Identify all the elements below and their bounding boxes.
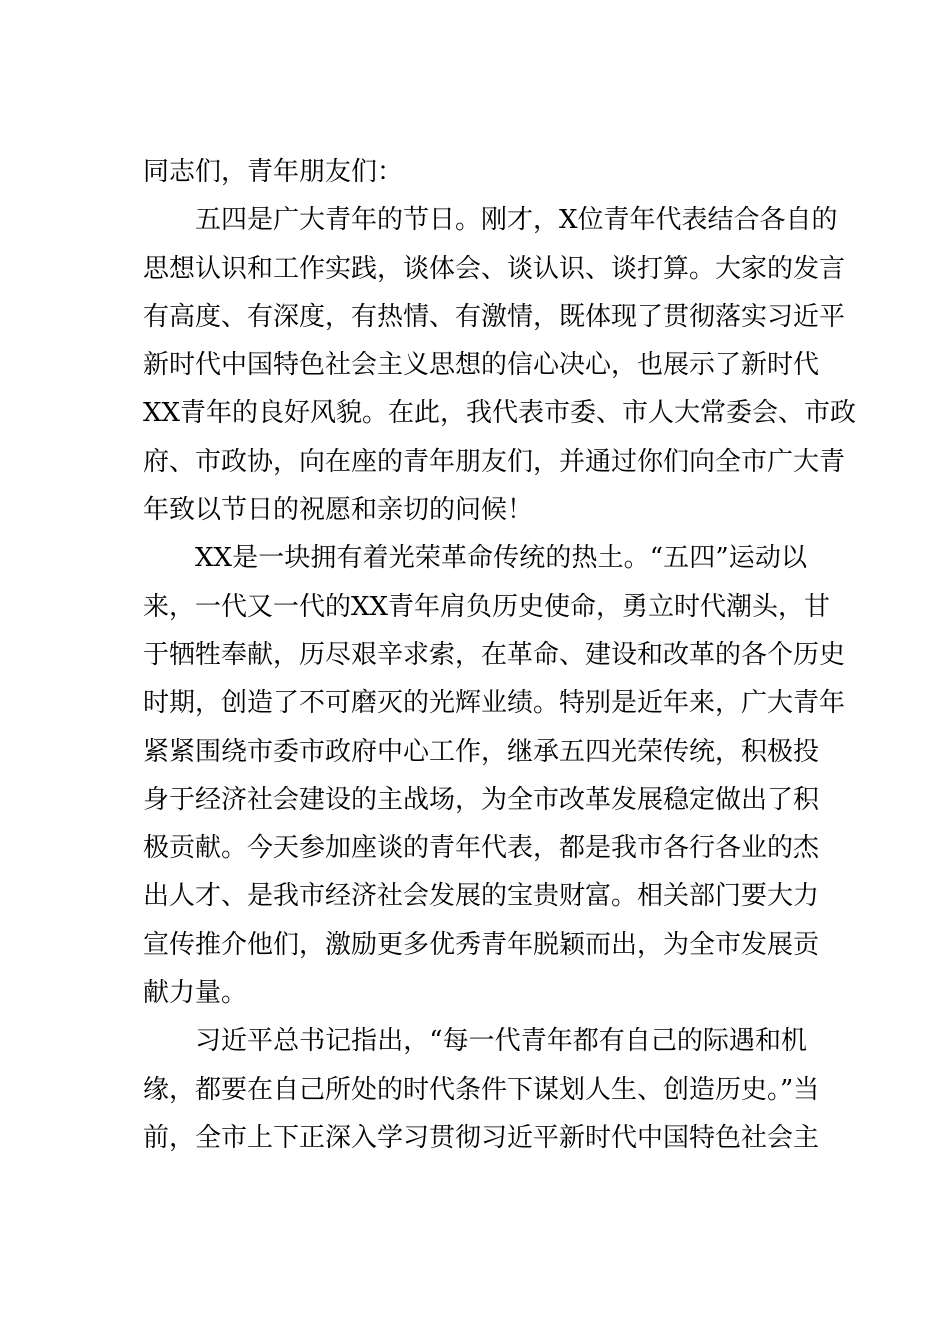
paragraph-1-line: 府、市政协，向在座的青年朋友们，并通过你们向全市广大青 <box>143 446 846 477</box>
paragraph-1-line: 新时代中国特色社会主义思想的信心决心，也展示了新时代 <box>143 350 820 381</box>
paragraph-2-line: 出人才、是我市经济社会发展的宝贵财富。相关部门要大力 <box>143 881 820 912</box>
paragraph-3-line: 前，全市上下正深入学习贯彻习近平新时代中国特色社会主 <box>143 1122 820 1153</box>
paragraph-1-line: 思想认识和工作实践，谈体会、谈认识、谈打算。大家的发言 <box>143 253 846 284</box>
paragraph-2-line: 极贡献。今天参加座谈的青年代表，都是我市各行各业的杰 <box>143 833 820 864</box>
paragraph-2-line: XX是一块拥有着光荣革命传统的热土。“五四”运动以 <box>195 543 807 574</box>
greeting: 同志们，青年朋友们： <box>143 157 404 187</box>
paragraph-1-line: 年致以节日的祝愿和亲切的问候！ <box>143 495 534 526</box>
paragraph-1-line: 五四是广大青年的节日。刚才，X位青年代表结合各自的 <box>195 205 838 236</box>
paragraph-2-line: 宣传推介他们，激励更多优秀青年脱颖而出，为全市发展贡 <box>143 929 820 960</box>
paragraph-2-line: 时期，创造了不可磨灭的光辉业绩。特别是近年来，广大青年 <box>143 688 846 719</box>
document-body <box>143 148 857 1162</box>
paragraph-2-line: 身于经济社会建设的主战场，为全市改革发展稳定做出了积 <box>143 784 820 815</box>
paragraph-1-line: 有高度、有深度，有热情、有激情，既体现了贯彻落实习近平 <box>143 301 846 332</box>
paragraph-3-line: 习近平总书记指出，“每一代青年都有自己的际遇和机 <box>195 1026 807 1057</box>
paragraph-3-line: 缘，都要在自己所处的时代条件下谋划人生、创造历史。”当 <box>143 1074 820 1105</box>
paragraph-2-line: 紧紧围绕市委市政府中心工作，继承五四光荣传统，积极投 <box>143 736 820 767</box>
paragraph-2-line: 于牺牲奉献，历尽艰辛求索，在革命、建设和改革的各个历史 <box>143 639 846 670</box>
paragraph-2-line: 献力量。 <box>143 978 248 1009</box>
paragraph-1-line: XX青年的良好风貌。在此，我代表市委、市人大常委会、市政 <box>143 398 857 429</box>
paragraph-2-line: 来，一代又一代的XX青年肩负历史使命，勇立时代潮头，甘 <box>143 591 831 622</box>
